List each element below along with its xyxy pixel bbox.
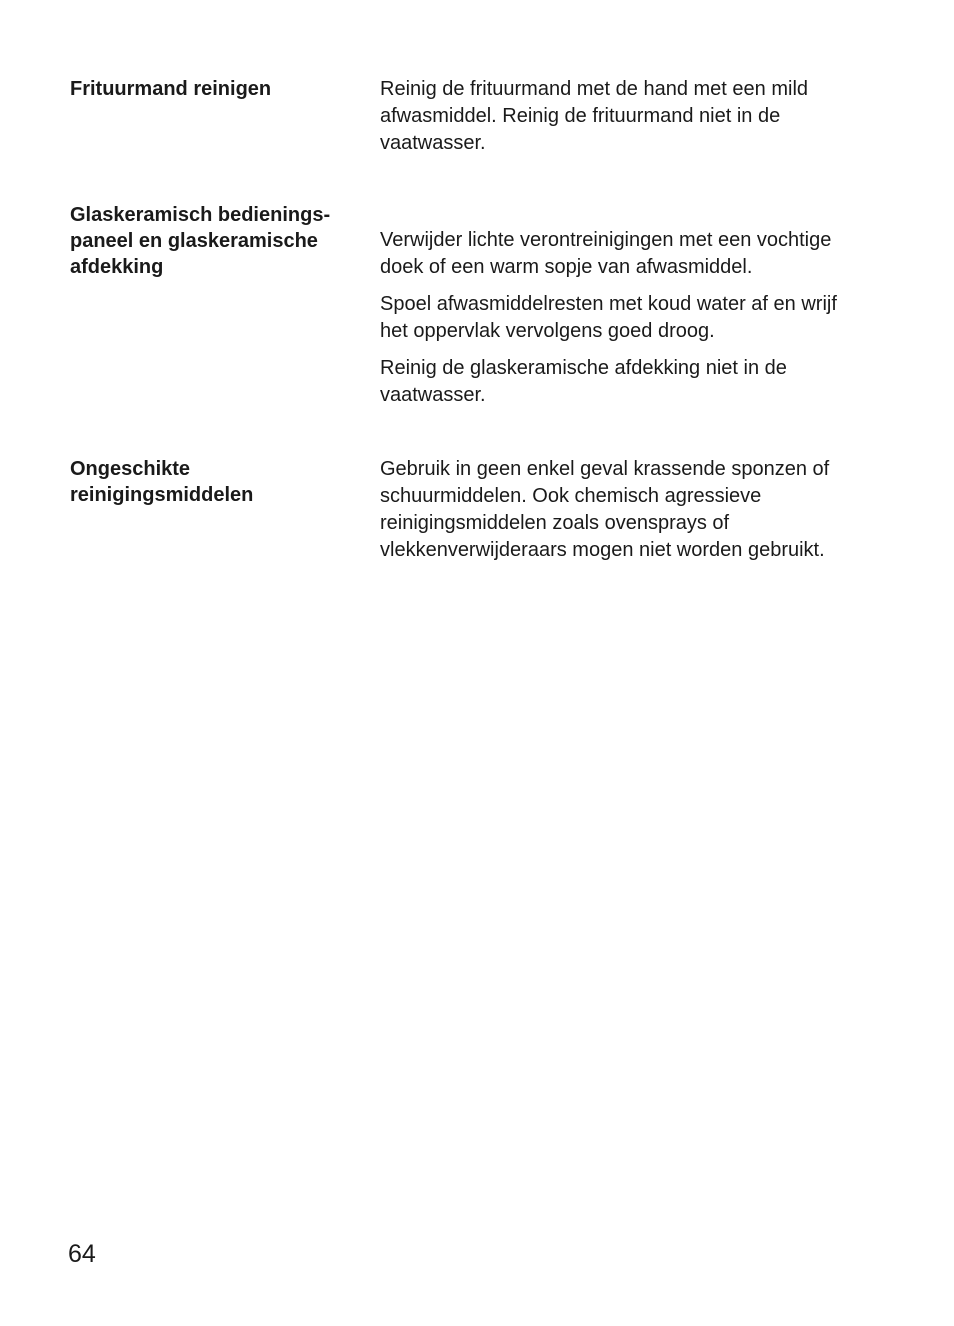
section-heading: Ongeschikte reinigingsmiddelen: [70, 458, 254, 506]
paragraph: Gebruik in geen enkel geval krassende sponzen of schuurmiddelen. Ook chemisch agressieve reinigingsmiddelen zoals ovensprays of vlekkenverwijderaars mogen niet worden gebruikt.: [380, 458, 830, 561]
section-heading: Frituurmand reinigen: [70, 78, 272, 100]
section-body: [380, 456, 890, 574]
paragraph: Reinig de glaskeramische afdekking niet in de vaatwasser.: [380, 357, 787, 406]
paragraph: Verwijder lichte verontreinigingen met een vochtige doek of een warm sopje van afwasmiddel.: [380, 229, 832, 278]
page-number: 64: [68, 1240, 96, 1268]
section-body: [380, 227, 890, 419]
section-body: [380, 76, 890, 167]
paragraph: Spoel afwasmiddelresten met koud water af en wrijf het oppervlak vervolgens goed droog.: [380, 293, 837, 342]
paragraph: Reinig de frituurmand met de hand met een mild afwasmiddel. Reinig de frituurmand niet in de vaatwasser.: [380, 78, 809, 154]
section-heading: Glaskeramisch bedienings- paneel en glaskeramische afdekking: [70, 204, 331, 278]
